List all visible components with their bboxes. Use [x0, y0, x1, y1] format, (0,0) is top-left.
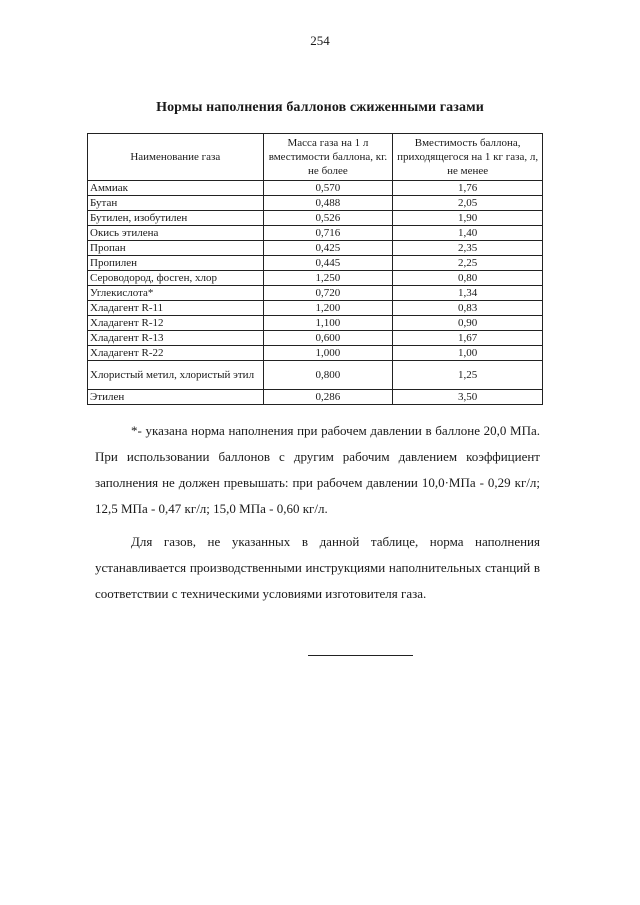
gas-mass-cell: 0,600 — [263, 331, 393, 346]
capacity-cell: 1,76 — [393, 181, 543, 196]
gas-mass-cell: 0,526 — [263, 211, 393, 226]
gas-name-cell: Сероводород, фосген, хлор — [88, 271, 264, 286]
capacity-cell: 1,90 — [393, 211, 543, 226]
gas-name-cell: Хладагент R-11 — [88, 301, 264, 316]
gas-mass-cell: 0,445 — [263, 256, 393, 271]
header-gas-name: Наименование газа — [88, 134, 264, 181]
capacity-cell: 0,83 — [393, 301, 543, 316]
gas-mass-cell: 0,425 — [263, 241, 393, 256]
capacity-cell: 0,80 — [393, 271, 543, 286]
gas-name-cell: Хладагент R-13 — [88, 331, 264, 346]
footnote-paragraph: *- указана норма наполнения при рабочем давлении в баллоне 20,0 МПа. При использовании баллонов с другим рабочим давлением коэффициент заполнения не должен превышать: при рабочем давлении 10,0·МПа - 0,29 кг/л; 12,5 МПа - 0,47 кг/л; 15,0 МПа - 0,60 кг/л. — [95, 423, 540, 516]
gas-name-cell: Бутилен, изобутилен — [88, 211, 264, 226]
gas-mass-cell: 1,250 — [263, 271, 393, 286]
table-row — [88, 181, 543, 196]
gas-filling-norms-table — [87, 133, 543, 405]
gas-name-cell: Углекислота* — [88, 286, 264, 301]
closing-divider — [308, 655, 413, 656]
table-row — [88, 226, 543, 241]
gas-mass-cell: 1,100 — [263, 316, 393, 331]
note-paragraph: Для газов, не указанных в данной таблице, норма наполнения устанавливается производственными инструкциями наполнительных станций в соответствии с техническими условиями изготовителя газа. — [95, 534, 540, 601]
table-row — [88, 361, 543, 390]
table-row — [88, 211, 543, 226]
gas-name-cell: Этилен — [88, 390, 264, 405]
table-row — [88, 390, 543, 405]
gas-name-cell: Хладагент R-22 — [88, 346, 264, 361]
gas-mass-cell: 1,000 — [263, 346, 393, 361]
gas-mass-cell: 0,570 — [263, 181, 393, 196]
gas-name-cell: Хлористый метил, хлористый этил — [88, 361, 264, 390]
table-header-row — [88, 134, 543, 181]
gas-mass-cell: 1,200 — [263, 301, 393, 316]
gas-name-cell: Бутан — [88, 196, 264, 211]
gas-name-cell: Пропан — [88, 241, 264, 256]
capacity-cell: 2,35 — [393, 241, 543, 256]
header-cylinder-capacity: Вместимость баллона, приходящегося на 1 кг газа, л, не менее — [393, 134, 543, 181]
capacity-cell: 1,34 — [393, 286, 543, 301]
table-title: Нормы наполнения баллонов сжиженными газами — [156, 100, 484, 115]
capacity-cell: 0,90 — [393, 316, 543, 331]
gas-mass-cell: 0,286 — [263, 390, 393, 405]
table-row — [88, 241, 543, 256]
capacity-cell: 1,00 — [393, 346, 543, 361]
table-row — [88, 286, 543, 301]
capacity-cell: 2,25 — [393, 256, 543, 271]
gas-name-cell: Окись этилена — [88, 226, 264, 241]
gas-name-cell: Пропилен — [88, 256, 264, 271]
gas-mass-cell: 0,716 — [263, 226, 393, 241]
table-row — [88, 316, 543, 331]
gas-name-cell: Хладагент R-12 — [88, 316, 264, 331]
header-gas-mass: Масса газа на 1 л вместимости баллона, кг. не более — [263, 134, 393, 181]
gas-mass-cell: 0,488 — [263, 196, 393, 211]
gas-mass-cell: 0,720 — [263, 286, 393, 301]
table-row — [88, 301, 543, 316]
capacity-cell: 2,05 — [393, 196, 543, 211]
table-row — [88, 196, 543, 211]
table-row — [88, 271, 543, 286]
table-row — [88, 346, 543, 361]
capacity-cell: 3,50 — [393, 390, 543, 405]
capacity-cell: 1,40 — [393, 226, 543, 241]
capacity-cell: 1,25 — [393, 361, 543, 390]
gas-mass-cell: 0,800 — [263, 361, 393, 390]
page-number: 254 — [310, 33, 330, 48]
table-row — [88, 256, 543, 271]
capacity-cell: 1,67 — [393, 331, 543, 346]
table-row — [88, 331, 543, 346]
gas-name-cell: Аммиак — [88, 181, 264, 196]
